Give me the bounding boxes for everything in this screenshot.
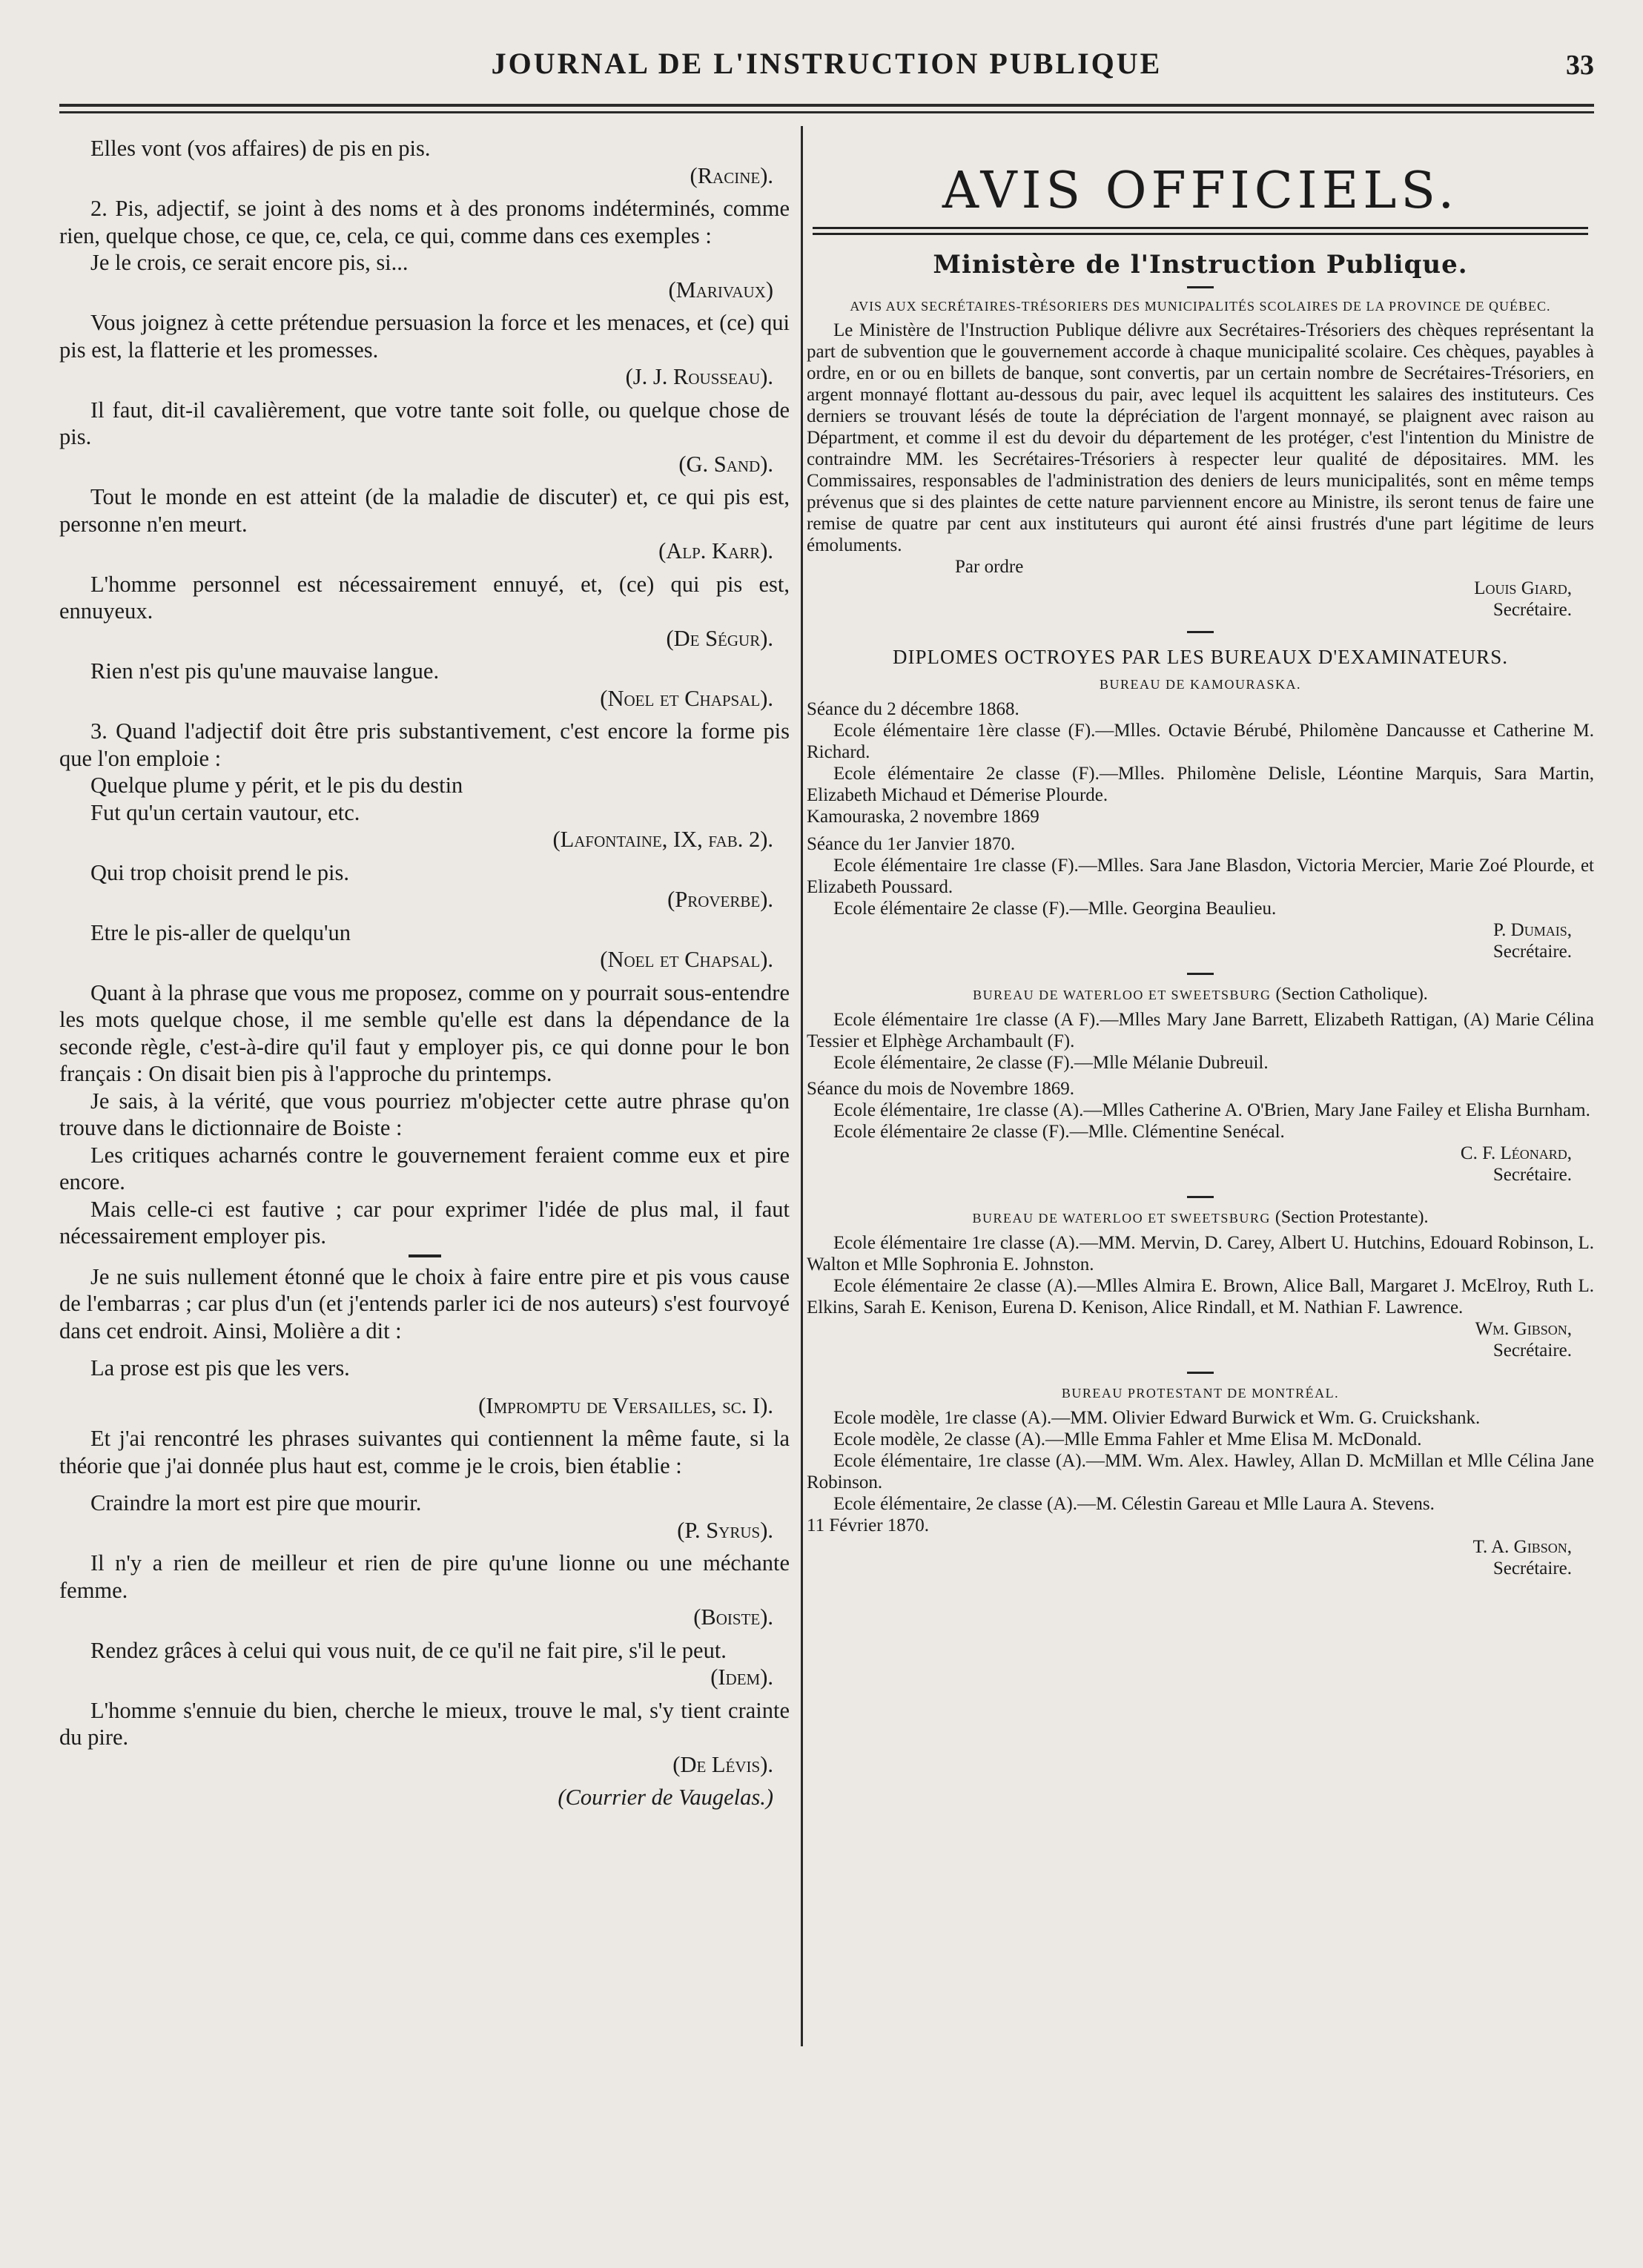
left-column — [59, 135, 790, 1817]
paragraph: Vous joignez à cette prétendue persuasion la force et les menaces, et (ce) qui pis est, la flatterie et les promesses. — [59, 310, 790, 363]
signature-name: C. F. Léonard, — [1460, 1143, 1572, 1163]
diploma-entry: Ecole élémentaire, 2e classe (A).—M. Célestin Gareau et Mlle Laura A. Stevens. — [833, 1494, 1435, 1514]
diploma-entry: Ecole élémentaire 2e classe (A).—Mlles Almira E. Brown, Alice Ball, Margaret J. McElroy, Ruth L. Elkins, Sarah E. Kenison, Eurena D. Kenison, Alice Rindall, et M. Nathian F. Lawrence. — [807, 1276, 1594, 1318]
section-separator — [1187, 1372, 1214, 1374]
diploma-entry: Ecole élémentaire 1ère classe (F).—Mlles. Octavie Bérubé, Philomène Dancausse et Catherine M. Richard. — [807, 721, 1594, 762]
source-citation: (Boiste). — [693, 1604, 773, 1630]
diploma-entry: Ecole élémentaire, 2e classe (F).—Mlle Mélanie Dubreuil. — [833, 1053, 1269, 1073]
signature-title: Secrétaire. — [1492, 942, 1572, 962]
paragraph: La prose est pis que les vers. — [90, 1355, 350, 1381]
bureau-heading — [807, 1207, 1594, 1229]
diploma-entry: Ecole élémentaire 2e classe (F).—Mlle. Clémentine Senécal. — [833, 1122, 1285, 1142]
page-number: 33 — [1566, 50, 1594, 81]
section-title: AVIS OFFICIELS. — [942, 162, 1459, 220]
paragraph: Je ne suis nullement étonné que le choix à faire entre pire et pis vous cause de l'embarras ; car plus d'un (et j'entends parler ici de nos auteurs) s'est fourvoyé dans cet endroit. Ainsi, Molière a dit : — [59, 1263, 790, 1343]
diploma-entry: Ecole élémentaire 1re classe (A).—MM. Mervin, D. Carey, Albert U. Hutchins, Edouard Robinson, L. Walton et Mlle Sophronia E. Johnston. — [807, 1233, 1594, 1274]
source-citation: (Courrier de Vaugelas.) — [558, 1785, 773, 1810]
source-citation: (Impromptu de Versailles, sc. I). — [478, 1392, 773, 1418]
signature-name: Wm. Gibson, — [1475, 1319, 1572, 1339]
quotation: Quelque plume y périt, et le pis du destin — [90, 773, 463, 798]
source-citation: (Idem). — [710, 1664, 773, 1690]
signature-title: Secrétaire. — [1492, 1340, 1572, 1361]
paragraph: Rien n'est pis qu'une mauvaise langue. — [90, 658, 440, 684]
diploma-entry: Ecole élémentaire 1re classe (A F).—Mlles Mary Jane Barrett, Elizabeth Rattigan, (A) Marie Célina Tessier et Elphège Archambault (F). — [807, 1010, 1594, 1051]
bureau-heading: BUREAU DE KAMOURASKA. — [1099, 677, 1301, 692]
bureau-section: (Section Catholique). — [1275, 985, 1428, 1004]
paragraph: 2. Pis, adjectif, se joint à des noms et à des pronoms indéterminés, comme rien, quelque chose, ce que, ce, cela, ce qui, comme dans ces exemples : — [59, 196, 790, 248]
source-citation: (De Lévis). — [672, 1751, 773, 1777]
paragraph: Les critiques acharnés contre le gouvernement feraient comme eux et pire encore. — [59, 1142, 790, 1194]
paragraph: 3. Quand l'adjectif doit être pris substantivement, c'est encore la forme pis que l'on emploie : — [59, 718, 790, 771]
section-separator — [409, 1254, 441, 1257]
page-header — [59, 46, 1594, 98]
paragraph: Et j'ai rencontré les phrases suivantes qui contiennent la même faute, si la théorie que j'ai donnée plus haut est, comme je le crois, bien établie : — [59, 1426, 790, 1478]
diplomas-heading: DIPLOMES OCTROYES PAR LES BUREAUX D'EXAMINATEURS. — [893, 646, 1508, 668]
diploma-entry: Ecole élémentaire 2e classe (F).—Mlles. Philomène Delisle, Léontine Marquis, Sara Martin, Elizabeth Michaud et Démerise Plourde. — [807, 764, 1594, 805]
signature-title: Secrétaire. — [1492, 600, 1572, 620]
seance-date: Séance du 2 décembre 1868. — [807, 699, 1019, 719]
source-citation: (Noel et Chapsal). — [600, 947, 773, 972]
signature-title: Secrétaire. — [1492, 1558, 1572, 1578]
signature-name: Louis Giard, — [1474, 578, 1572, 598]
seance-date: Séance du 1er Janvier 1870. — [807, 834, 1016, 854]
source-citation: (Proverbe). — [667, 887, 773, 912]
source-citation: (Noel et Chapsal). — [600, 685, 773, 711]
signature — [807, 1318, 1594, 1361]
paragraph: Il faut, dit-il cavalièrement, que votre tante soit folle, ou quelque chose de pis. — [59, 397, 790, 449]
source-citation: (Alp. Karr). — [658, 538, 773, 563]
bureau-section: (Section Protestante). — [1275, 1208, 1429, 1227]
ministry-heading: Ministère de l'Instruction Publique. — [933, 250, 1468, 280]
signature — [807, 1536, 1594, 1579]
column-divider — [801, 126, 803, 2046]
section-separator — [1187, 631, 1214, 633]
source-citation: (Marivaux) — [668, 277, 773, 302]
section-separator — [1187, 1196, 1214, 1198]
place-date: Kamouraska, 2 novembre 1869 — [807, 807, 1039, 827]
par-ordre: Par ordre — [955, 557, 1024, 577]
paragraph: Rendez grâces à celui qui vous nuit, de ce qu'il ne fait pire, s'il le peut. — [90, 1637, 727, 1663]
source-citation: (J. J. Rousseau). — [625, 364, 773, 389]
source-citation: (P. Syrus). — [677, 1517, 773, 1543]
paragraph: L'homme personnel est nécessairement ennuyé, et, (ce) qui pis est, ennuyeux. — [59, 571, 790, 624]
paragraph: Quant à la phrase que vous me proposez, comme on y pourrait sous-entendre les mots quelque chose, il me semble qu'elle est dans la dépendance de la seconde règle, c'est-à-dire qu'il faut y employer pis, ce qui donne pour le bon français : On disait bien pis à l'approche du printemps. — [59, 979, 790, 1086]
signature-name: T. A. Gibson, — [1472, 1537, 1572, 1557]
bureau-heading: BUREAU PROTESTANT DE MONTRÉAL. — [1061, 1386, 1340, 1401]
signature-name: P. Dumais, — [1493, 920, 1572, 940]
paragraph: L'homme s'ennuie du bien, cherche le mieux, trouve le mal, s'y tient crainte du pire. — [59, 1697, 790, 1750]
diploma-entry: Ecole élémentaire 2e classe (F).—Mlle. Georgina Beaulieu. — [833, 899, 1277, 919]
notice-body: Le Ministère de l'Instruction Publique délivre aux Secrétaires-Trésoriers des chèques représentant la part de subvention que le gouvernement accorde à chaque municipalité scolaire. Ces chèques, payables à ordre, en or ou en billets de banque, sont convertis, par un certain nombre de Secrétaires-Trésoriers, en argent monnayé flottant au-dessous du pair, avec lequel ils acquittent les salaires des instituteurs. Ces derniers se trouvant lésés de toute la dépréciation de l'argent monnayé, se plaignent avec raison au Départment, et comme il est du devoir du département de les protéger, c'est l'intention du Ministre de contraindre MM. les Secrétaires-Trésoriers à respecter leur qualité de dépositaires. MM. les Commissaires, responsables de l'administration des deniers de leurs municipalités, sont en même temps prévenus que si des plaintes de cette nature parviennent encore au Ministre, ils seront tenus de faire une remise de quatre par cent aux instituteurs qui auront été ainsi frustrés d'une part légitime de leurs émoluments. — [807, 320, 1594, 555]
paragraph: Je sais, à la vérité, que vous pourriez m'objecter cette autre phrase qu'on trouve dans le dictionnaire de Boiste : — [59, 1088, 790, 1140]
paragraph: Qui trop choisit prend le pis. — [90, 859, 350, 885]
diploma-entry: Ecole élémentaire, 1re classe (A).—Mlles Catherine A. O'Brien, Mary Jane Failey et Elisha Burnham. — [833, 1100, 1590, 1120]
place-date: 11 Février 1870. — [807, 1515, 930, 1535]
signature — [807, 919, 1594, 962]
source-citation: (Racine). — [690, 162, 773, 188]
quotation: Fut qu'un certain vautour, etc. — [90, 799, 360, 825]
signature — [807, 578, 1594, 621]
source-citation: (Lafontaine, IX, fab. 2). — [552, 827, 773, 852]
header-rule-bottom — [59, 111, 1594, 113]
header-rule-top — [59, 104, 1594, 107]
seance-date: Séance du mois de Novembre 1869. — [807, 1079, 1075, 1099]
diploma-entry: Ecole modèle, 1re classe (A).—MM. Olivier Edward Burwick et Wm. G. Cruickshank. — [833, 1408, 1481, 1428]
source-citation: (G. Sand). — [678, 451, 773, 477]
diploma-entry: Ecole modèle, 2e classe (A).—Mlle Emma Fahler et Mme Elisa M. McDonald. — [833, 1429, 1422, 1449]
diploma-entry: Ecole élémentaire 1re classe (F).—Mlles. Sara Jane Blasdon, Victoria Mercier, Marie Zoé Plourde, et Elizabeth Poussard. — [807, 856, 1594, 897]
paragraph: Mais celle-ci est fautive ; car pour exprimer l'idée de plus mal, il faut nécessairement employer pis. — [59, 1196, 790, 1249]
diploma-entry: Ecole élémentaire, 1re classe (A).—MM. Wm. Alex. Hawley, Allan D. McMillan et Mlle Célina Jane Robinson. — [807, 1451, 1594, 1492]
notice-subtitle: AVIS AUX SECRÉTAIRES-TRÉSORIERS DES MUNICIPALITÉS SCOLAIRES DE LA PROVINCE DE QUÉBEC. — [850, 299, 1551, 314]
right-column — [807, 135, 1594, 1579]
bureau-name: BUREAU DE WATERLOO ET SWEETSBURG — [973, 988, 1272, 1002]
paragraph: Etre le pis-aller de quelqu'un — [90, 919, 351, 945]
paragraph: Elles vont (vos affaires) de pis en pis. — [90, 136, 431, 161]
paragraph: Craindre la mort est pire que mourir. — [90, 1490, 422, 1515]
journal-title: JOURNAL DE L'INSTRUCTION PUBLIQUE — [491, 47, 1163, 80]
signature — [807, 1143, 1594, 1186]
paragraph: Tout le monde en est atteint (de la maladie de discuter) et, ce qui pis est, personne n'en meurt. — [59, 484, 790, 537]
section-separator — [1187, 973, 1214, 975]
source-citation: (De Ségur). — [666, 625, 773, 651]
quotation: Je le crois, ce serait encore pis, si... — [90, 250, 409, 275]
bureau-heading — [807, 984, 1594, 1006]
bureau-name: BUREAU DE WATERLOO ET SWEETSBURG — [972, 1211, 1271, 1226]
section-separator — [1187, 286, 1214, 288]
paragraph: Il n'y a rien de meilleur et rien de pire qu'une lionne ou une méchante femme. — [59, 1550, 790, 1603]
title-rule — [813, 227, 1588, 235]
signature-title: Secrétaire. — [1492, 1165, 1572, 1185]
